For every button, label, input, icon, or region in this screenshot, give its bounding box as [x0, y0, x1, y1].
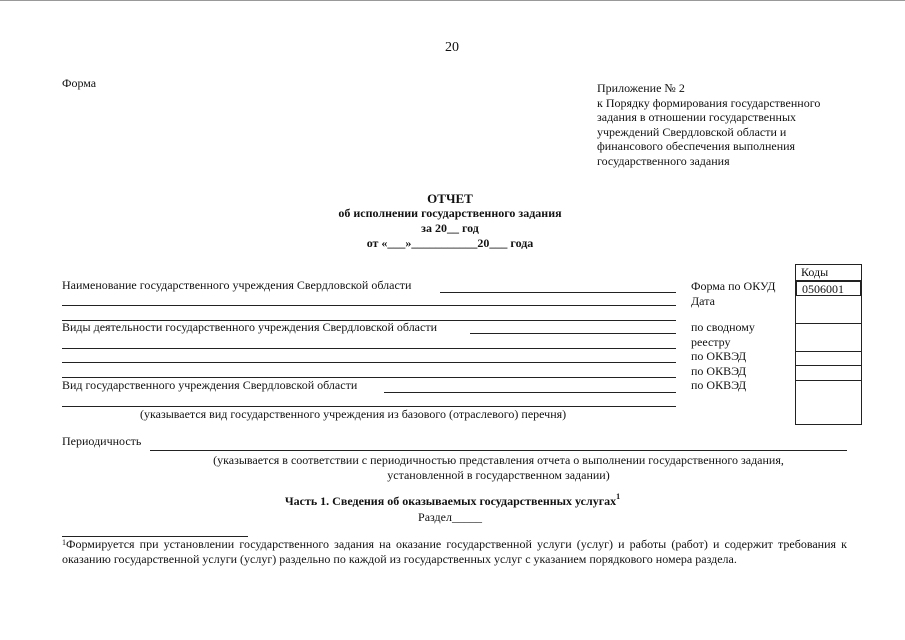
- okved-cell: [796, 366, 861, 381]
- appendix-line: учреждений Свердловской области и: [597, 124, 787, 139]
- registry-cell: [796, 324, 861, 352]
- institution-name-label: Наименование государственного учреждения Свердловской области: [62, 278, 412, 292]
- fill-line: [62, 305, 676, 306]
- okud-code-cell: 0506001: [796, 281, 861, 296]
- report-header: [300, 191, 600, 251]
- codes-label: Дата: [691, 293, 715, 308]
- footnote-marker: 1: [62, 538, 66, 547]
- codes-label: по сводному: [691, 320, 755, 334]
- okved-cell: [796, 381, 861, 424]
- codes-labels: [691, 279, 775, 393]
- periodicity-hint-line: (указывается в соответствии с периодичностью представления отчета о выполнении государственного задания,: [213, 453, 784, 467]
- report-date-line: от «___»___________20___ года: [366, 236, 534, 250]
- appendix-line: задания в отношении государственных: [597, 110, 797, 124]
- report-year-line: за 20__ год: [421, 221, 479, 235]
- periodicity-label: Периодичность: [62, 434, 142, 448]
- appendix-block: [597, 81, 820, 168]
- codes-label: по ОКВЭД: [691, 378, 747, 392]
- fill-line: [62, 348, 676, 349]
- codes-header: Коды: [796, 265, 861, 281]
- codes-table: [795, 264, 862, 425]
- footnote-text: Формируется при установлении государственного задания на оказание государственной услуги (услуг) и работы (работ) и содержит требования к оказанию государственной услуги (услуг) раздельно по каждой из государственных услуг с указанием порядкового номера раздела.: [62, 537, 847, 566]
- activity-types-label: Виды деятельности государственного учреждения Свердловской области: [62, 320, 437, 334]
- appendix-title: Приложение № 2: [597, 81, 685, 95]
- institution-type-hint: (указывается вид государственного учреждения из базового (отраслевого) перечня): [140, 407, 567, 421]
- codes-label: по ОКВЭД: [691, 349, 747, 363]
- institution-type-label: Вид государственного учреждения Свердловской области: [62, 378, 358, 392]
- section-label: Раздел_____: [418, 510, 482, 524]
- appendix-line: к Порядку формирования государственного: [597, 95, 821, 110]
- date-cell: [796, 296, 861, 324]
- footnote: [62, 537, 847, 567]
- periodicity-hint: [150, 453, 847, 483]
- codes-label: реестру: [691, 334, 731, 349]
- report-title: ОТЧЕТ: [427, 191, 473, 206]
- codes-label: по ОКВЭД: [691, 363, 747, 378]
- part-title-footnote-marker: 1: [616, 492, 621, 501]
- appendix-line: финансового обеспечения выполнения: [597, 139, 796, 153]
- part-title: [200, 494, 705, 509]
- fill-line: [384, 392, 676, 393]
- okved-cell: [796, 352, 861, 366]
- fill-line: [62, 362, 676, 363]
- periodicity-hint-line: установленной в государственном задании): [387, 468, 610, 482]
- appendix-line: государственного задания: [597, 153, 730, 168]
- page-number: 20: [445, 40, 459, 55]
- fill-line: [150, 450, 847, 451]
- part-title-text: Часть 1. Сведения об оказываемых государственных услугах: [284, 494, 617, 508]
- form-label: Форма: [62, 76, 97, 90]
- page-top-edge: [0, 0, 905, 1]
- fill-line: [470, 333, 676, 334]
- codes-label: Форма по ОКУД: [691, 279, 776, 293]
- report-subtitle: об исполнении государственного задания: [338, 206, 562, 220]
- fill-line: [440, 292, 676, 293]
